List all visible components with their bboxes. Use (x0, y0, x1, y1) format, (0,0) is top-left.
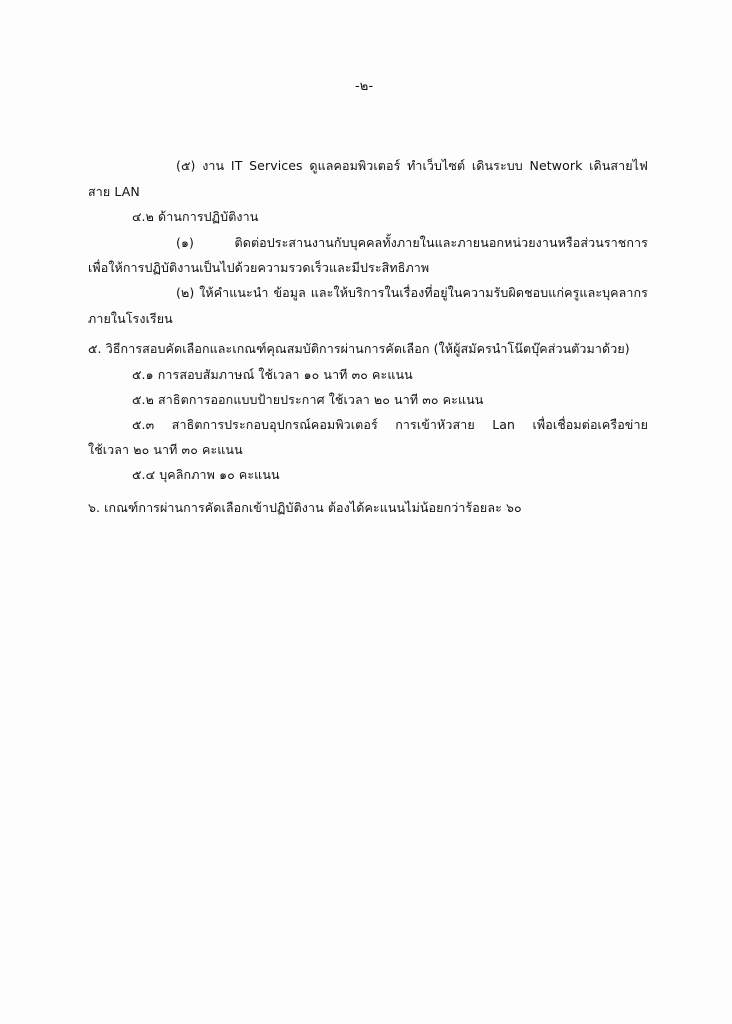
practice-item-1-line-2: เพื่อให้การปฏิบัติงานเป็นไปด้วยความรวดเร็วและมีประสิทธิภาพ (88, 260, 430, 275)
practice-item-2-line-2: ภายในโรงเรียน (88, 311, 173, 326)
section-5-heading: ๕. วิธีการสอบคัดเลือกและเกณฑ์คุณสมบัติการผ่านการคัดเลือก (ให้ผู้สมัครนำโน๊ตบุ๊คส่วนตัวมาด้วย) (88, 341, 630, 356)
selection-item-5-3-line-2: ใช้เวลา ๒๐ นาที ๓๐ คะแนน (88, 442, 243, 457)
duty-item-5-line-1: (๕) งาน IT Services ดูแลคอมพิวเตอร์ ทำเว็บไซต์ เดินระบบ Network เดินสายไฟ (176, 158, 648, 173)
selection-item-5-2: ๕.๒ สาธิตการออกแบบป้ายประกาศ ใช้เวลา ๒๐ นาที ๓๐ คะแนน (132, 392, 484, 407)
section-6-heading: ๖. เกณฑ์การผ่านการคัดเลือกเข้าปฏิบัติงาน ต้องได้คะแนนไม่น้อยกว่าร้อยละ ๖๐ (88, 500, 522, 515)
selection-item-5-4: ๕.๔ บุคลิกภาพ ๑๐ คะแนน (132, 467, 280, 482)
duty-item-5-line-2: สาย LAN (88, 184, 140, 199)
sub-heading-4-2: ๔.๒ ด้านการปฏิบัติงาน (132, 209, 259, 224)
selection-item-5-1: ๕.๑ การสอบสัมภาษณ์ ใช้เวลา ๑๐ นาที ๓๐ คะแนน (132, 367, 413, 382)
practice-item-1-line-1: (๑) ติดต่อประสานงานกับบุคคลทั้งภายในและภายนอกหน่วยงานหรือส่วนราชการ (176, 235, 648, 250)
page-number: -๒- (355, 79, 374, 94)
practice-item-2-line-1: (๒) ให้คำแนะนำ ข้อมูล และให้บริการในเรื่องที่อยู่ในความรับผิดชอบแก่ครูและบุคลากร (176, 285, 648, 300)
selection-item-5-3-line-1: ๕.๓ สาธิตการประกอบอุปกรณ์คอมพิวเตอร์ การเข้าหัวสาย Lan เพื่อเชื่อมต่อเครือข่าย (132, 417, 648, 432)
